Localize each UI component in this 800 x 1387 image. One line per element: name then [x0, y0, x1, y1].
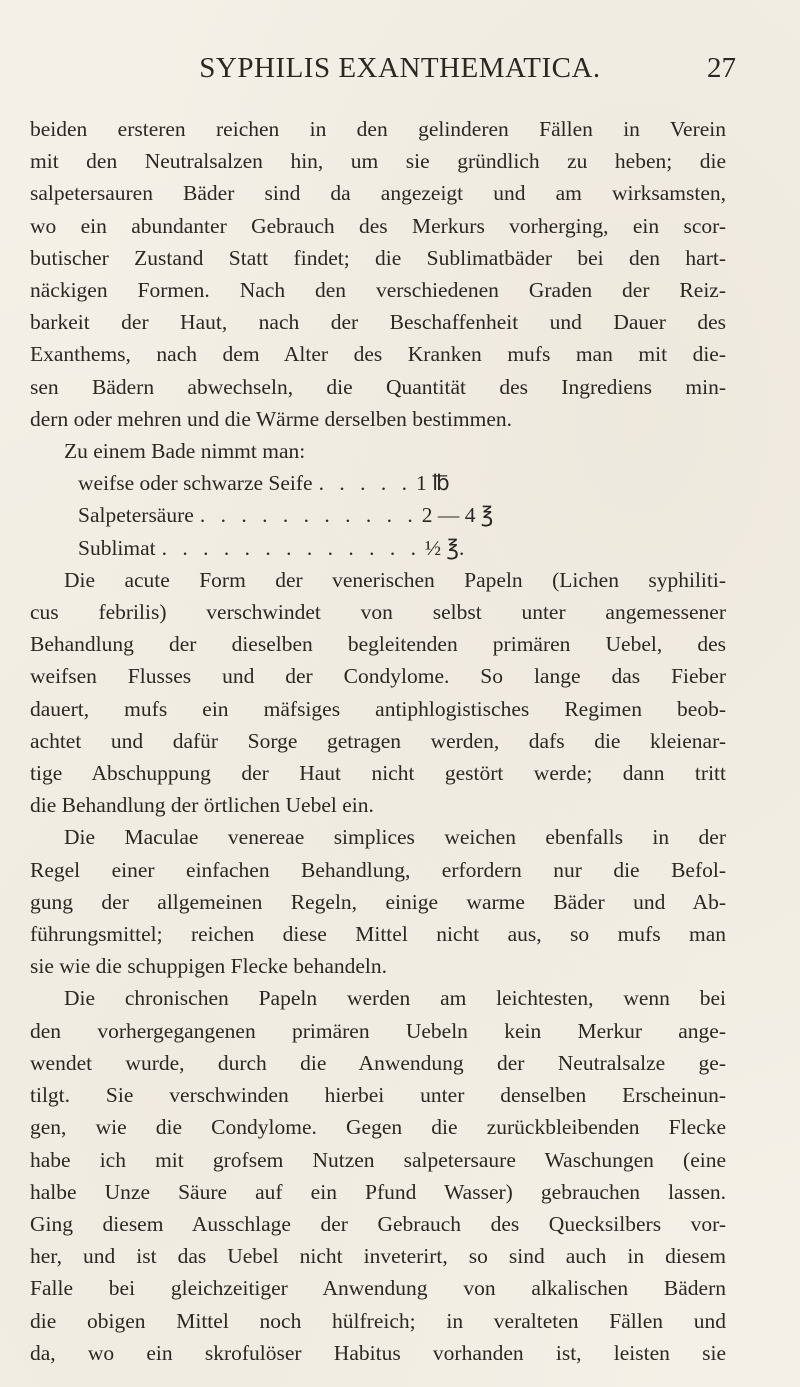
recipe-leader-dots: . . . . . . . . . . . . .: [161, 535, 422, 560]
text-line: Ging diesem Ausschlage der Gebrauch des Quecksilbers vor-: [30, 1211, 726, 1236]
text-line: den vorhergegangenen primären Uebeln kein Merkur ange-: [30, 1018, 726, 1043]
paragraph-2: [30, 564, 726, 822]
text-line: dauert, mufs ein mäfsiges antiphlogistisches Regimen beob-: [30, 696, 726, 721]
recipe-item: [30, 532, 738, 564]
recipe-leader-dots: . . . . . . . . . . .: [199, 503, 418, 528]
recipe-quantity: 2 — 4 ℥: [421, 503, 494, 528]
running-head: SYPHILIS EXANTHEMATICA.: [199, 52, 601, 84]
text-line: halbe Unze Säure auf ein Pfund Wasser) gebrauchen lassen.: [30, 1179, 726, 1204]
recipe-quantity: 1 ℔: [415, 471, 450, 496]
page-number: 27: [707, 52, 736, 84]
recipe-item: [30, 499, 738, 531]
text-line: achtet und dafür Sorge getragen werden, dafs die kleienar-: [30, 728, 726, 753]
recipe-quantity: ½ ℥.: [425, 535, 465, 560]
text-line: Die acute Form der venerischen Papeln (Lichen syphiliti-: [64, 567, 726, 592]
text-line: beiden ersteren reichen in den gelinderen Fällen in Verein: [30, 117, 726, 141]
text-line: Die Maculae venereae simplices weichen ebenfalls in der: [64, 825, 726, 850]
text-line: weifsen Flusses und der Condylome. So lange das Fieber: [30, 664, 726, 689]
body-text: [30, 113, 726, 1369]
text-line: barkeit der Haut, nach der Beschaffenheit und Dauer des: [30, 310, 726, 335]
text-line: führungsmittel; reichen diese Mittel nicht aus, so mufs man: [30, 922, 726, 947]
text-line: näckigen Formen. Nach den verschiedenen Graden der Reiz-: [30, 278, 726, 303]
recipe-leader-dots: . . . . .: [318, 471, 412, 496]
recipe-ingredient: Salpetersäure: [78, 503, 194, 528]
text-line: da, wo ein skrofulöser Habitus vorhanden ist, leisten sie: [30, 1340, 726, 1365]
text-line: dern oder mehren und die Wärme derselben bestimmen.: [30, 406, 512, 431]
text-line: tilgt. Sie verschwinden hierbei unter denselben Erscheinun-: [30, 1083, 726, 1108]
paragraph-4: [30, 982, 726, 1368]
text-line: wo ein abundanter Gebrauch des Merkurs vorherging, ein scor-: [30, 213, 726, 238]
text-line: butischer Zustand Statt findet; die Sublimatbäder bei den hart-: [30, 245, 726, 270]
text-line: sie wie die schuppigen Flecke behandeln.: [30, 954, 388, 979]
text-line: gung der allgemeinen Regeln, einige warme Bäder und Ab-: [30, 889, 726, 914]
text-line: mit den Neutralsalzen hin, um sie gründlich zu heben; die: [30, 149, 726, 174]
text-line: tige Abschuppung der Haut nicht gestört werde; dann tritt: [30, 761, 726, 786]
recipe-ingredient: weifse oder schwarze Seife: [78, 471, 313, 496]
text-line: Regel einer einfachen Behandlung, erfordern nur die Befol-: [30, 857, 726, 882]
recipe-ingredient: Sublimat: [78, 535, 156, 560]
text-line: habe ich mit grofsem Nutzen salpetersaure Waschungen (eine: [30, 1147, 726, 1172]
text-line: her, und ist das Uebel nicht inveterirt, so sind auch in diesem: [30, 1244, 726, 1269]
paragraph-1: [30, 113, 726, 435]
text-line: cus febrilis) verschwindet von selbst unter angemessener: [30, 600, 726, 625]
paragraph-3: [30, 821, 726, 982]
text-line: die Behandlung der örtlichen Uebel ein.: [30, 793, 374, 818]
recipe-item: [30, 467, 738, 499]
text-line: sen Bädern abwechseln, die Quantität des Ingrediens min-: [30, 374, 726, 399]
recipe: [30, 435, 726, 564]
text-line: wendet wurde, durch die Anwendung der Neutralsalze ge-: [30, 1050, 726, 1075]
text-line: salpetersauren Bäder sind da angezeigt und am wirksamsten,: [30, 181, 726, 206]
text-line: Exanthems, nach dem Alter des Kranken mufs man mit die-: [30, 342, 726, 367]
text-line: Die chronischen Papeln werden am leichtesten, wenn bei: [64, 986, 726, 1011]
text-line: gen, wie die Condylome. Gegen die zurückbleibenden Flecke: [30, 1115, 726, 1140]
text-line: Behandlung der dieselben begleitenden primären Uebel, des: [30, 632, 726, 657]
recipe-intro: Zu einem Bade nimmt man:: [64, 439, 306, 464]
text-line: die obigen Mittel noch hülfreich; in veralteten Fällen und: [30, 1308, 726, 1333]
text-line: Falle bei gleichzeitiger Anwendung von alkalischen Bädern: [30, 1276, 726, 1301]
